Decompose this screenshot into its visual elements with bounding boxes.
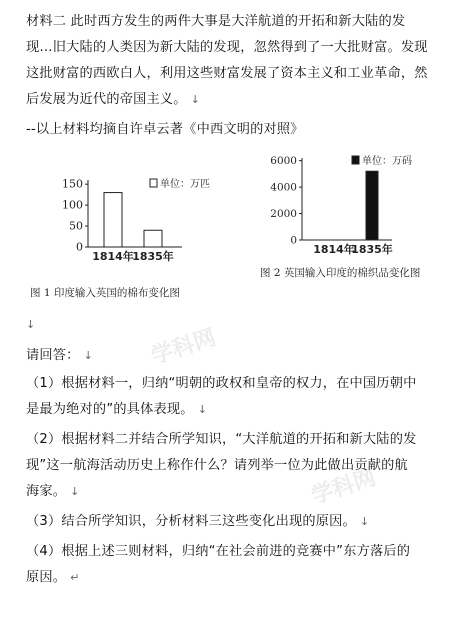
watermark: 学科网 (148, 325, 219, 370)
x-tick-label: 1814年 (313, 243, 355, 256)
question-2-line-c (26, 480, 80, 499)
legend-label: 单位：万匹 (160, 179, 210, 190)
question-1-text-b: 是最为绝对的”的具体表现。 (26, 402, 194, 417)
y-tick-label: 2000 (270, 208, 297, 221)
return-mark: ↓ (70, 485, 80, 498)
bar (104, 193, 122, 247)
question-4-text-b: 原因。 (26, 570, 67, 585)
question-2-line-b (26, 454, 408, 473)
material2-source-text: --以上材料均摘自许卓云著《中西文明的对照》 (26, 122, 304, 137)
return-mark: ↓ (197, 403, 208, 416)
question-3-text: （3）结合所学知识，分析材料三这些变化出现的原因。 (26, 514, 356, 529)
question-4-text-a: （4）根据上述三则材料，归纳“在社会前进的竞赛中”东方落后的 (26, 544, 411, 559)
material2-line-2 (26, 36, 428, 55)
question-1-text-a: （1）根据材料一，归纳“明朝的政权和皇帝的权力，在中国历朝中 (26, 376, 417, 391)
figures-area (22, 150, 442, 320)
return-mark: ↓ (83, 349, 93, 362)
y-tick-label: 6000 (270, 155, 297, 168)
material2-line-1 (26, 10, 405, 29)
y-tick-label: 0 (290, 234, 297, 247)
legend-label: 单位：万码 (362, 156, 412, 167)
question-4-line-b (26, 566, 80, 585)
material2-line-2-text: 现…旧大陆的人类因为新大陆的发现，忽然得到了一大批财富。发现 (26, 40, 428, 55)
chart-caption: 图 2 英国输入印度的棉织品变化图 (260, 267, 421, 279)
question-4-line-a (26, 540, 410, 559)
figure-2-chart (242, 150, 442, 320)
bar (144, 230, 162, 247)
x-tick-label: 1814年 (92, 250, 134, 263)
legend-swatch (352, 156, 359, 164)
x-tick-label: 1835年 (351, 243, 393, 256)
y-tick-label: 50 (69, 219, 83, 233)
y-tick-label: 4000 (270, 181, 297, 194)
material2-line-3-text: 这批财富的西欧白人，利用这些财富发展了资本主义和工业革命，然 (26, 66, 428, 81)
x-tick-label: 1835年 (132, 250, 174, 263)
question-2-text-a: （2）根据材料二并结合所学知识，“大洋航道的开拓和新大陆的发 (26, 432, 417, 447)
y-tick-label: 150 (62, 177, 83, 191)
material2-line-4-text: 后发展为近代的帝国主义。 (26, 92, 187, 107)
question-2-text-c: 海家。 (26, 484, 67, 499)
watermark: 学科网 (308, 465, 379, 510)
bar (366, 171, 378, 240)
chart-caption: 图 1 印度输入英国的棉布变化图 (30, 287, 180, 299)
figure-1-chart (22, 150, 222, 320)
question-2-line-a (26, 428, 416, 447)
questions-intro (26, 344, 93, 363)
material2-line-1-text: 材料二 此时西方发生的两件大事是大洋航道的开拓和新大陆的发 (26, 14, 406, 29)
return-mark: ↓ (190, 93, 201, 106)
return-mark: ↓ (359, 515, 370, 528)
return-mark: ↓ (26, 318, 36, 331)
end-mark: ↵ (70, 571, 80, 584)
questions-intro-text: 请回答： (26, 348, 80, 363)
legend-swatch (150, 179, 157, 187)
y-tick-label: 0 (76, 240, 83, 254)
material2-source (26, 118, 304, 137)
material2-line-3 (26, 62, 428, 81)
y-tick-label: 100 (62, 198, 83, 212)
return-mark-line (26, 318, 35, 331)
question-3-line (26, 510, 369, 529)
question-1-line-b (26, 398, 207, 417)
material2-line-4 (26, 88, 200, 107)
question-1-line-a (26, 372, 416, 391)
question-2-text-b: 现”这一航海活动历史上称作什么？请列举一位为此做出贡献的航 (26, 458, 408, 473)
